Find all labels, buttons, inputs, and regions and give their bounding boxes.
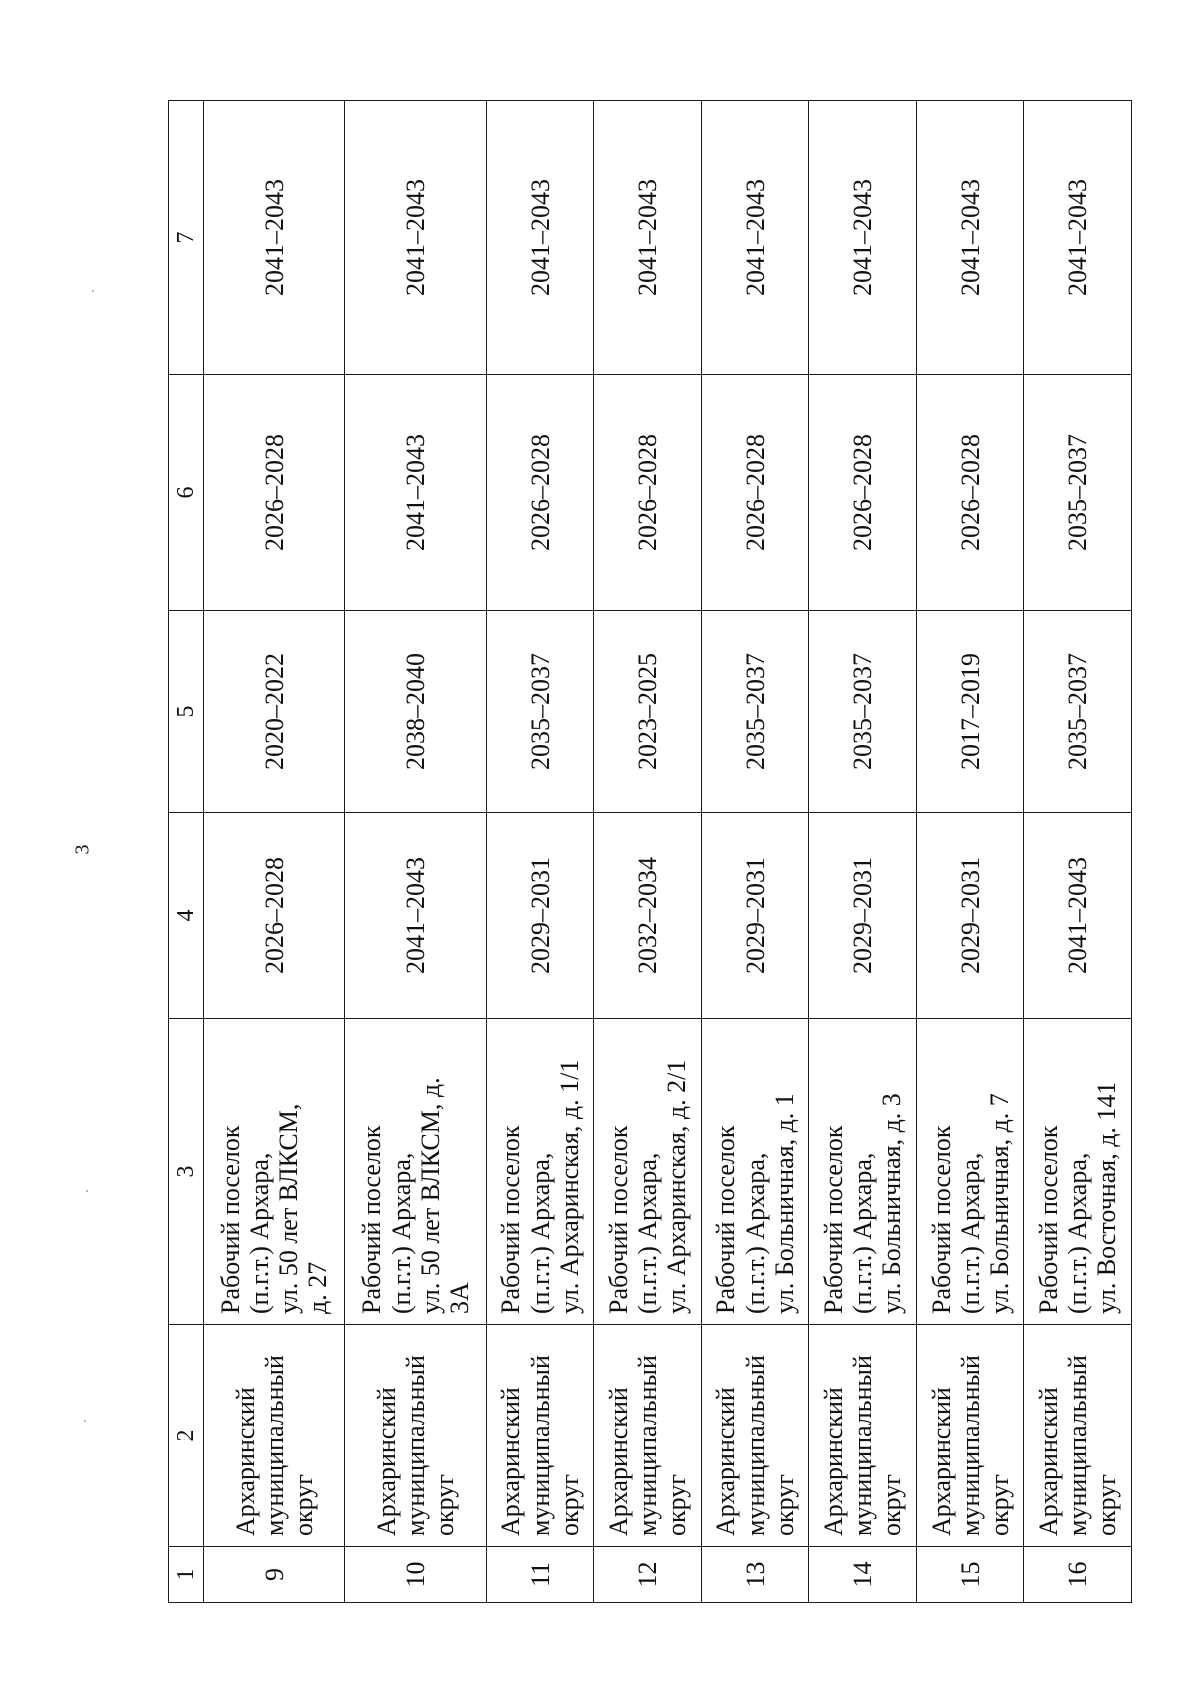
district-cell: Архаринский муниципальный округ bbox=[916, 1325, 1024, 1547]
period-cell-col4: 2029–2031 bbox=[916, 813, 1024, 1019]
period-cell-col4: 2041–2043 bbox=[345, 813, 486, 1019]
address-line: 3А bbox=[444, 1282, 474, 1314]
period-cell-col5: 2035–2037 bbox=[1024, 611, 1132, 813]
row-number: 9 bbox=[204, 1547, 345, 1603]
address-line: (п.г.т.) Архара, bbox=[955, 1152, 985, 1314]
row-number: 15 bbox=[916, 1547, 1024, 1603]
period-cell-col7: 2041–2043 bbox=[345, 101, 486, 375]
address-line: ул. Архаринская, д. 1/1 bbox=[554, 1059, 584, 1314]
column-header: 5 bbox=[169, 611, 204, 813]
row-number: 12 bbox=[594, 1547, 702, 1603]
period-cell-col6: 2026–2028 bbox=[486, 375, 594, 611]
address-line: (п.г.т.) Архара, bbox=[740, 1152, 770, 1314]
address-line: д. 27 bbox=[303, 1261, 333, 1314]
period-cell-col5: 2035–2037 bbox=[809, 611, 917, 813]
address-cell bbox=[204, 1019, 345, 1325]
row-number: 10 bbox=[345, 1547, 486, 1603]
district-cell: Архаринский муниципальный округ bbox=[204, 1325, 345, 1547]
address-cell bbox=[916, 1019, 1024, 1325]
period-cell-col5: 2017–2019 bbox=[916, 611, 1024, 813]
scan-speck bbox=[92, 290, 94, 292]
address-line: ул. Больничная, д. 7 bbox=[984, 1093, 1014, 1314]
district-cell: Архаринский муниципальный округ bbox=[809, 1325, 917, 1547]
district-cell: Архаринский муниципальный округ bbox=[701, 1325, 809, 1547]
rotated-table-container bbox=[168, 101, 1132, 1603]
table-row bbox=[1024, 101, 1132, 1603]
address-line: Рабочий поселок bbox=[711, 1125, 741, 1314]
address-line: Рабочий поселок bbox=[603, 1125, 633, 1314]
period-cell-col6: 2041–2043 bbox=[345, 375, 486, 611]
address-line: Рабочий поселок bbox=[926, 1125, 956, 1314]
schedule-table bbox=[168, 100, 1132, 1603]
period-cell-col7: 2041–2043 bbox=[1024, 101, 1132, 375]
address-line: (п.г.т.) Архара, bbox=[633, 1152, 663, 1314]
period-cell-col4: 2032–2034 bbox=[594, 813, 702, 1019]
address-line: (п.г.т.) Архара, bbox=[245, 1152, 275, 1314]
district-cell: Архаринский муниципальный округ bbox=[1024, 1325, 1132, 1547]
period-cell-col6: 2026–2028 bbox=[594, 375, 702, 611]
period-cell-col5: 2038–2040 bbox=[345, 611, 486, 813]
period-cell-col5: 2020–2022 bbox=[204, 611, 345, 813]
column-header: 3 bbox=[169, 1019, 204, 1325]
column-header: 6 bbox=[169, 375, 204, 611]
address-line: Рабочий поселок bbox=[496, 1125, 526, 1314]
row-number: 14 bbox=[809, 1547, 917, 1603]
address-cell bbox=[594, 1019, 702, 1325]
row-number: 16 bbox=[1024, 1547, 1132, 1603]
scan-speck bbox=[84, 1420, 86, 1422]
address-cell bbox=[1024, 1019, 1132, 1325]
address-line: ул. Архаринская, д. 2/1 bbox=[662, 1059, 692, 1314]
period-cell-col6: 2026–2028 bbox=[916, 375, 1024, 611]
period-cell-col7: 2041–2043 bbox=[701, 101, 809, 375]
district-cell: Архаринский муниципальный округ bbox=[486, 1325, 594, 1547]
address-cell bbox=[809, 1019, 917, 1325]
table-row bbox=[701, 101, 809, 1603]
column-header: 1 bbox=[169, 1547, 204, 1603]
period-cell-col7: 2041–2043 bbox=[486, 101, 594, 375]
table-row bbox=[594, 101, 702, 1603]
table-row bbox=[204, 101, 345, 1603]
period-cell-col4: 2026–2028 bbox=[204, 813, 345, 1019]
address-line: ул. 50 лет ВЛКСМ, д. bbox=[415, 1077, 445, 1314]
scan-speck bbox=[86, 1190, 88, 1192]
period-cell-col4: 2029–2031 bbox=[701, 813, 809, 1019]
address-cell bbox=[345, 1019, 486, 1325]
district-cell: Архаринский муниципальный округ bbox=[594, 1325, 702, 1547]
period-cell-col7: 2041–2043 bbox=[594, 101, 702, 375]
period-cell-col7: 2041–2043 bbox=[809, 101, 917, 375]
period-cell-col6: 2035–2037 bbox=[1024, 375, 1132, 611]
header-row bbox=[169, 101, 204, 1603]
table-row bbox=[345, 101, 486, 1603]
address-line: Рабочий поселок bbox=[215, 1125, 245, 1314]
period-cell-col5: 2035–2037 bbox=[701, 611, 809, 813]
district-cell: Архаринский муниципальный округ bbox=[345, 1325, 486, 1547]
period-cell-col6: 2026–2028 bbox=[809, 375, 917, 611]
address-line: Рабочий поселок bbox=[357, 1125, 387, 1314]
table-row bbox=[486, 101, 594, 1603]
address-line: ул. 50 лет ВЛКСМ, bbox=[274, 1103, 304, 1314]
column-header: 4 bbox=[169, 813, 204, 1019]
period-cell-col4: 2029–2031 bbox=[486, 813, 594, 1019]
period-cell-col6: 2026–2028 bbox=[701, 375, 809, 611]
address-line: ул. Восточная, д. 141 bbox=[1092, 1081, 1122, 1314]
address-line: Рабочий поселок bbox=[1034, 1125, 1064, 1314]
period-cell-col7: 2041–2043 bbox=[204, 101, 345, 375]
period-cell-col4: 2041–2043 bbox=[1024, 813, 1132, 1019]
period-cell-col5: 2023–2025 bbox=[594, 611, 702, 813]
column-header: 2 bbox=[169, 1325, 204, 1547]
address-cell bbox=[486, 1019, 594, 1325]
column-header: 7 bbox=[169, 101, 204, 375]
page-number: 3 bbox=[71, 844, 94, 855]
row-number: 11 bbox=[486, 1547, 594, 1603]
period-cell-col7: 2041–2043 bbox=[916, 101, 1024, 375]
address-line: (п.г.т.) Архара, bbox=[848, 1152, 878, 1314]
address-cell bbox=[701, 1019, 809, 1325]
address-line: ул. Больничная, д. 1 bbox=[769, 1093, 799, 1314]
address-line: (п.г.т.) Архара, bbox=[1063, 1152, 1093, 1314]
row-number: 13 bbox=[701, 1547, 809, 1603]
period-cell-col6: 2026–2028 bbox=[204, 375, 345, 611]
address-line: (п.г.т.) Архара, bbox=[525, 1152, 555, 1314]
address-line: Рабочий поселок bbox=[818, 1125, 848, 1314]
period-cell-col5: 2035–2037 bbox=[486, 611, 594, 813]
period-cell-col4: 2029–2031 bbox=[809, 813, 917, 1019]
table-row bbox=[809, 101, 917, 1603]
address-line: ул. Больничная, д. 3 bbox=[877, 1093, 907, 1314]
table-row bbox=[916, 101, 1024, 1603]
address-line: (п.г.т.) Архара, bbox=[386, 1152, 416, 1314]
